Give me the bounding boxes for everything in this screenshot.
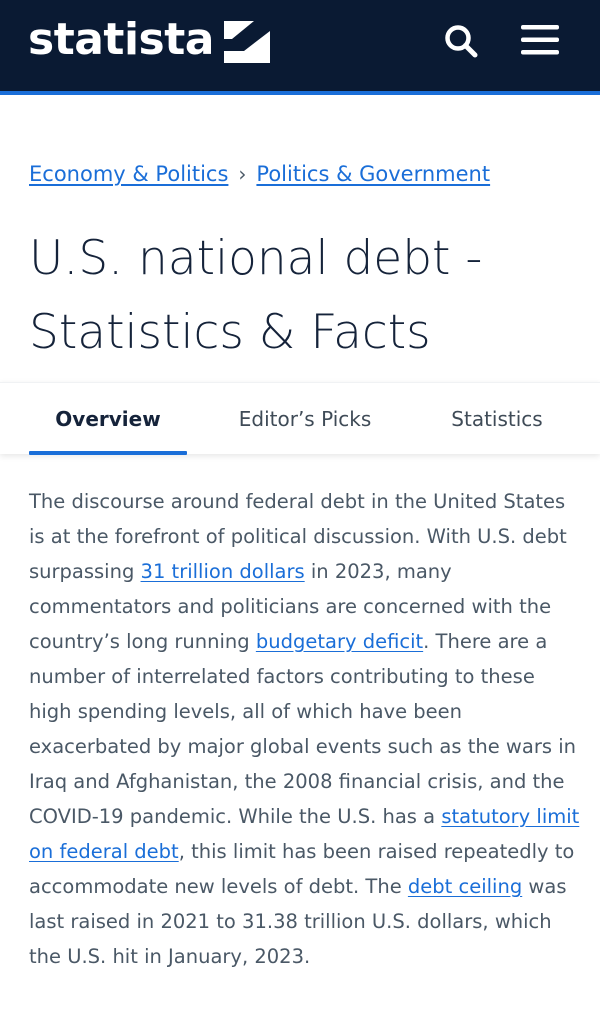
menu-button[interactable]	[516, 18, 564, 62]
statista-logo[interactable]	[28, 12, 270, 68]
article-text: The discourse around federal debt in the United States is at the forefront of political discussion. With U.S. debt surpassing	[29, 490, 567, 583]
logo-mark-icon	[224, 21, 270, 63]
article-body	[29, 484, 581, 974]
debt-31-trillion-link[interactable]: 31 trillion dollars	[140, 560, 305, 583]
tab-statistics[interactable]: Statistics	[451, 407, 543, 431]
tab-bar	[0, 382, 600, 454]
tab-overview[interactable]: Overview	[29, 383, 187, 455]
article-text: was last raised in 2021 to 31.38 trillion U.S. dollars, which the U.S. hit in January, 2023.	[29, 875, 567, 968]
breadcrumb	[29, 158, 490, 190]
statutory-debt-limit-link[interactable]: statutory limit on federal debt	[29, 805, 580, 863]
tab-editors-picks[interactable]: Editor’s Picks	[238, 407, 372, 431]
article-text: in 2023, many commentators and politicians are concerned with the country’s long running	[29, 560, 552, 653]
article-text: . There are a number of interrelated factors contributing to these high spending levels, all of which have been exacerbated by major global events such as the wars in Iraq and Afghanistan, the 2008 financial crisis, and the COVID-19 pandemic. While the U.S. has a	[29, 630, 576, 828]
breadcrumb-politics-government-link[interactable]: Politics & Government	[256, 162, 491, 186]
breadcrumb-separator: ›	[238, 162, 247, 186]
logo-wordmark: statista	[28, 14, 214, 65]
page-title: U.S. national debt - Statistics & Facts	[29, 231, 483, 360]
search-button[interactable]	[440, 20, 482, 62]
article-text: , this limit has been raised repeatedly to accommodate new levels of debt. The	[29, 840, 575, 898]
top-navigation-bar	[0, 0, 600, 95]
search-icon	[443, 23, 479, 59]
debt-ceiling-link[interactable]: debt ceiling	[407, 875, 523, 898]
hamburger-menu-icon	[521, 25, 559, 55]
budgetary-deficit-link[interactable]: budgetary deficit	[255, 630, 424, 653]
breadcrumb-economy-politics-link[interactable]: Economy & Politics	[29, 162, 229, 186]
